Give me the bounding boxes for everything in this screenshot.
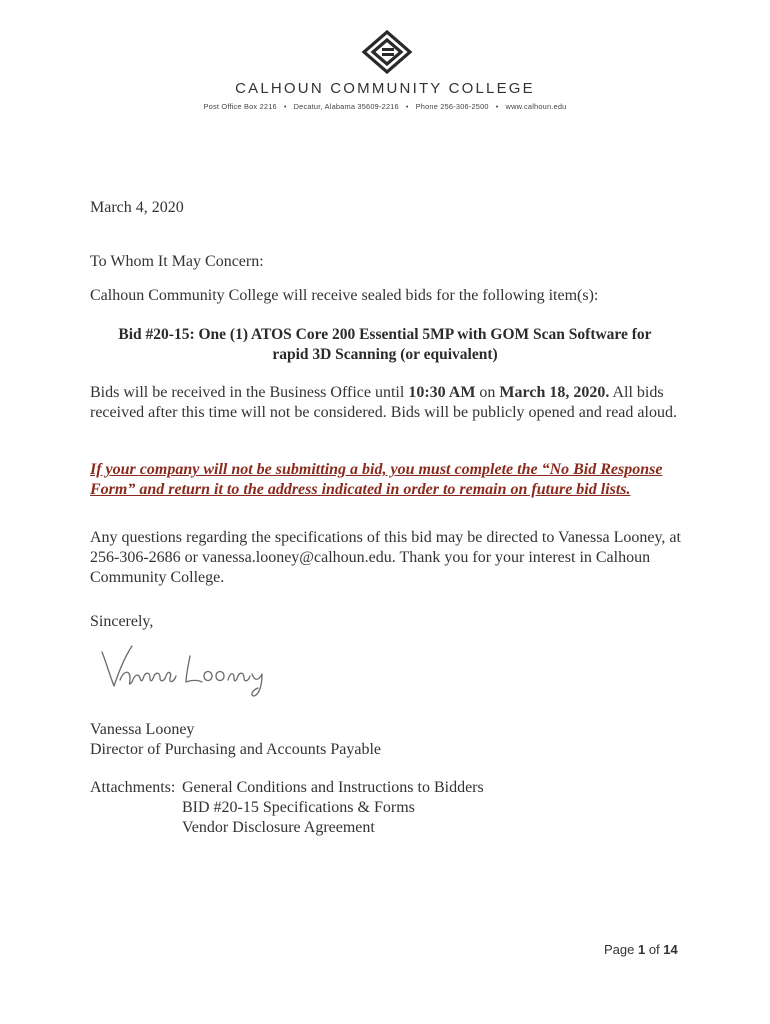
city-address: Decatur, Alabama 35609-2216	[293, 102, 399, 111]
deadline-text: Bids will be received in the Business Office until	[90, 384, 409, 401]
signature-image	[98, 640, 278, 702]
deadline-text: All bids received after this time will not be considered. Bids will be publicly opened and read aloud.	[90, 384, 677, 421]
bid-title-line-2: rapid 3D Scanning (or equivalent)	[272, 346, 498, 363]
page-of: of	[645, 942, 664, 957]
questions-paragraph: Any questions regarding the specifications of this bid may be directed to Vanessa Looney, at 256-306-2686 or vanessa.looney@calhoun.edu. Thank you for your interest in Calhoun Community College.	[90, 529, 681, 586]
deadline-text: on	[475, 384, 500, 401]
attachment-name: General Conditions and Instructions to Bidders	[182, 779, 484, 796]
attachments-label: Attachments:	[90, 779, 176, 796]
calhoun-logo-icon	[358, 30, 416, 74]
website-link[interactable]: www.calhoun.edu	[505, 102, 567, 111]
page-prefix: Page	[604, 942, 638, 957]
attachment-item-3: Vendor Disclosure Agreement	[182, 819, 375, 836]
salutation: To Whom It May Concern:	[90, 253, 264, 270]
separator: •	[283, 102, 287, 111]
attachment-item-2: BID #20-15 Specifications & Forms	[182, 799, 415, 816]
no-bid-warning: If your company will not be submitting a bid, you must complete the “No Bid Response Form” and return it to the address indicated in order to remain on future bid lists.	[90, 461, 663, 498]
letterhead-address	[0, 102, 770, 111]
closing: Sincerely,	[90, 613, 154, 630]
page-current: 1	[637, 942, 646, 957]
attachments-list	[90, 778, 484, 838]
bid-title	[100, 325, 670, 365]
separator: •	[495, 102, 499, 111]
deadline-time: 10:30 AM	[408, 384, 476, 401]
college-name: CALHOUN COMMUNITY COLLEGE	[235, 80, 535, 97]
letter-date: March 4, 2020	[90, 199, 184, 216]
intro-paragraph: Calhoun Community College will receive sealed bids for the following item(s):	[90, 287, 599, 304]
signer-name: Vanessa Looney	[90, 721, 195, 738]
page-number	[604, 942, 678, 957]
attachment-item-1	[90, 778, 484, 798]
phone-number: Phone 256-306-2500	[415, 102, 489, 111]
deadline-date: March 18, 2020.	[499, 384, 610, 401]
signer-title: Director of Purchasing and Accounts Payable	[90, 741, 382, 758]
page-total: 14	[663, 942, 678, 957]
deadline-paragraph	[90, 383, 690, 423]
po-box: Post Office Box 2216	[203, 102, 277, 111]
bid-title-line-1: Bid #20-15: One (1) ATOS Core 200 Essential 5MP with GOM Scan Software for	[118, 326, 652, 343]
separator: •	[405, 102, 409, 111]
